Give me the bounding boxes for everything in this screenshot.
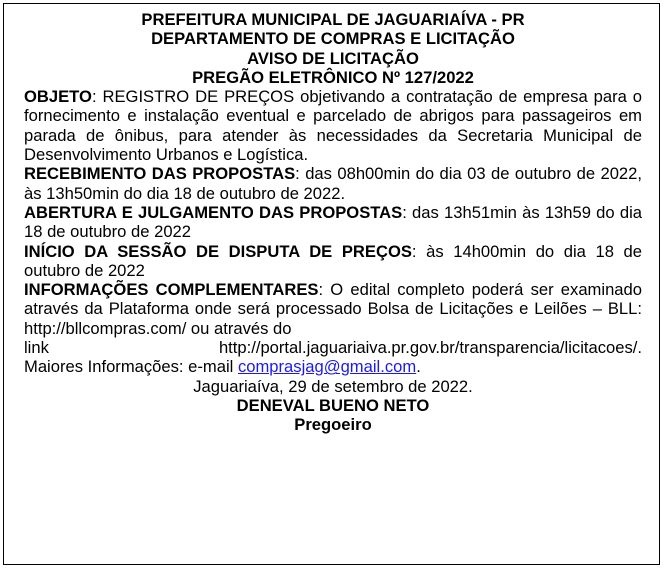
inicio-paragraph — [24, 242, 642, 281]
email-suffix: . — [416, 357, 421, 377]
abertura-label: ABERTURA E JULGAMENTO DAS PROPOSTAS — [24, 202, 403, 222]
place-date: Jaguariaíva, 29 de setembro de 2022. — [193, 376, 473, 396]
informacoes-text: : O edital completo poderá ser examinado através da Plataforma onde será processado Bolsa de Licitações e Leilões – BLL: http://bllcompras.com/ ou através do — [24, 280, 642, 338]
inicio-text: : às 14h00min do dia 18 de outubro de 2022 — [24, 241, 642, 280]
recebimento-text: : das 08h00min do dia 03 de outubro de 2022, às 13h50min do dia 18 de outubro de 2022. — [24, 164, 642, 203]
header-line-departamento: DEPARTAMENTO DE COMPRAS E LICITAÇÃO — [151, 29, 515, 49]
notice-box — [3, 3, 660, 565]
email-line — [24, 357, 642, 376]
header-line-prefeitura: PREFEITURA MUNICIPAL DE JAGUARIAÍVA - PR — [141, 10, 525, 29]
email-link[interactable]: comprasjag@gmail.com — [237, 357, 417, 377]
portal-link[interactable]: http://portal.jaguariaiva.pr.gov.br/transparencia/licitacoes/. — [218, 338, 642, 358]
objeto-label: OBJETO — [24, 87, 92, 107]
link-word: link — [24, 338, 49, 358]
informacoes-paragraph — [24, 280, 642, 338]
header-line-aviso: AVISO DE LICITAÇÃO — [247, 48, 419, 68]
objeto-paragraph — [24, 87, 642, 164]
inicio-label: INÍCIO DA SESSÃO DE DISPUTA DE PREÇOS — [24, 241, 412, 261]
signer-name: DENEVAL BUENO NETO — [236, 395, 430, 415]
email-prefix: Maiores Informações: e-mail — [24, 357, 238, 377]
link-line — [24, 338, 642, 357]
informacoes-label: INFORMAÇÕES COMPLEMENTARES — [24, 280, 319, 300]
objeto-text: : REGISTRO DE PREÇOS objetivando a contratação de empresa para o fornecimento e instalação eventual e parcelado de abrigos para passageiros em parada de ônibus, para atender às necessidades da Secretaria Municipal de Desenvolvimento Urbanos e Logística. — [24, 87, 642, 165]
abertura-text: : das 13h51min às 13h59 do dia 18 de outubro de 2022 — [24, 202, 642, 242]
recebimento-paragraph — [24, 164, 642, 203]
recebimento-label: RECEBIMENTO DAS PROPOSTAS — [24, 164, 296, 184]
abertura-paragraph — [24, 203, 642, 242]
signer-role: Pregoeiro — [294, 415, 372, 435]
header-line-pregao: PREGÃO ELETRÔNICO Nº 127/2022 — [192, 67, 474, 87]
